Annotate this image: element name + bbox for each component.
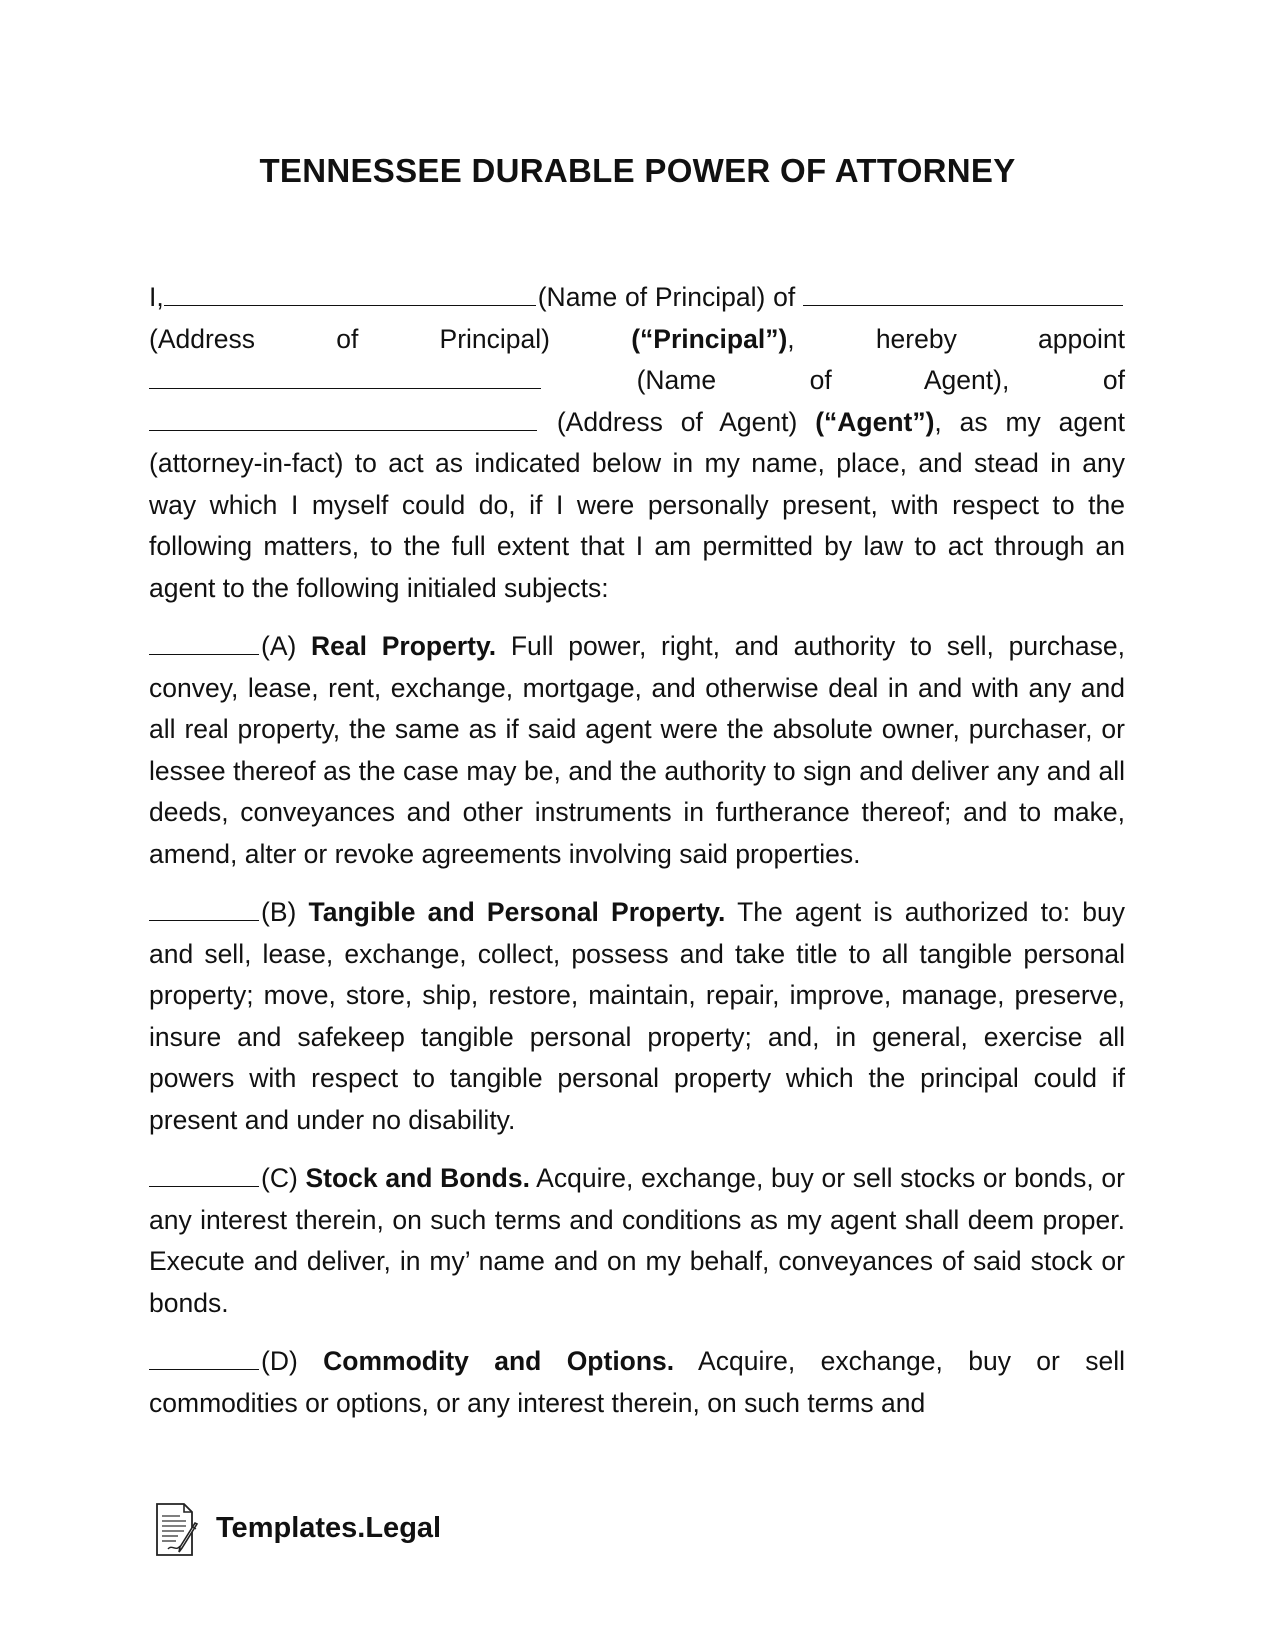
intro-text-2: (Name of Principal) of (537, 282, 796, 312)
agent-address-blank[interactable] (149, 406, 537, 431)
intro-text-6: (Address of Agent) (556, 406, 798, 437)
section-c-letter: (C) (261, 1163, 298, 1193)
document-body (149, 277, 1125, 1441)
section-d-letter: (D) (261, 1346, 298, 1376)
section-c-heading: Stock and Bonds. (305, 1163, 530, 1193)
intro-text-7: , as my agent (attorney-in-fact) to act as indicated below in my name, place, and stead in any way which I myself could do, if I were personally present, with respect to the following matters, to the full extent that I am permitted by law to act through an agent to the following initialed subjects: (149, 406, 1125, 603)
intro-paragraph (149, 277, 1125, 609)
initial-blank-c[interactable] (149, 1162, 259, 1187)
intro-text-3: (Address of Principal) (149, 323, 550, 354)
section-a-heading: Real Property. (311, 631, 497, 661)
section-b-heading: Tangible and Personal Property. (308, 897, 726, 927)
principal-defined-term: (“Principal”) (631, 323, 788, 354)
principal-address-blank[interactable] (803, 281, 1123, 306)
section-a (149, 626, 1125, 875)
agent-name-blank[interactable] (149, 364, 541, 389)
document-title: TENNESSEE DURABLE POWER OF ATTORNEY (259, 152, 1016, 189)
document-pen-icon (154, 1502, 200, 1558)
section-d (149, 1341, 1125, 1424)
section-d-heading: Commodity and Options. (323, 1346, 675, 1376)
initial-blank-d[interactable] (149, 1345, 259, 1370)
section-c-text: Acquire, exchange, buy or sell stocks or bonds, or any interest therein, on such terms and conditions as my agent shall deem proper. Execute and deliver, in my’ name and on my behalf, conveyances of said stock or bonds. (149, 1163, 1125, 1318)
principal-name-blank[interactable] (164, 281, 536, 306)
section-a-letter: (A) (261, 631, 297, 661)
section-a-text: Full power, right, and authority to sell, purchase, convey, lease, rent, exchange, mortgage, and otherwise deal in and with any and all real property, the same as if said agent were the absolute owner, purchaser, or lessee thereof as the case may be, and the authority to sign and deliver any and all deeds, conveyances and other instruments in furtherance thereof; and to make, amend, alter or revoke agreements involving said properties. (149, 631, 1125, 869)
section-b (149, 892, 1125, 1141)
agent-defined-term: (“Agent”) (815, 406, 935, 437)
initial-blank-a[interactable] (149, 630, 259, 655)
initial-blank-b[interactable] (149, 896, 259, 921)
section-b-letter: (B) (261, 897, 297, 927)
intro-text-5: (Name of Agent), of (636, 365, 1125, 395)
intro-text-4: , hereby appoint (787, 323, 1125, 354)
section-b-text: The agent is authorized to: buy and sell, lease, exchange, collect, possess and take title to all tangible personal property; move, store, ship, restore, maintain, repair, improve, manage, preserve, insure and safekeep tangible personal property; and, in general, exercise all powers with respect to tangible personal property which the principal could if present and under no disability. (149, 897, 1125, 1135)
section-d-text: Acquire, exchange, buy or sell commodities or options, or any interest therein, on such terms and (149, 1346, 1125, 1418)
intro-text-1: I, (149, 282, 164, 312)
section-c (149, 1158, 1125, 1324)
footer-brand-name: Templates.Legal (216, 1512, 442, 1544)
